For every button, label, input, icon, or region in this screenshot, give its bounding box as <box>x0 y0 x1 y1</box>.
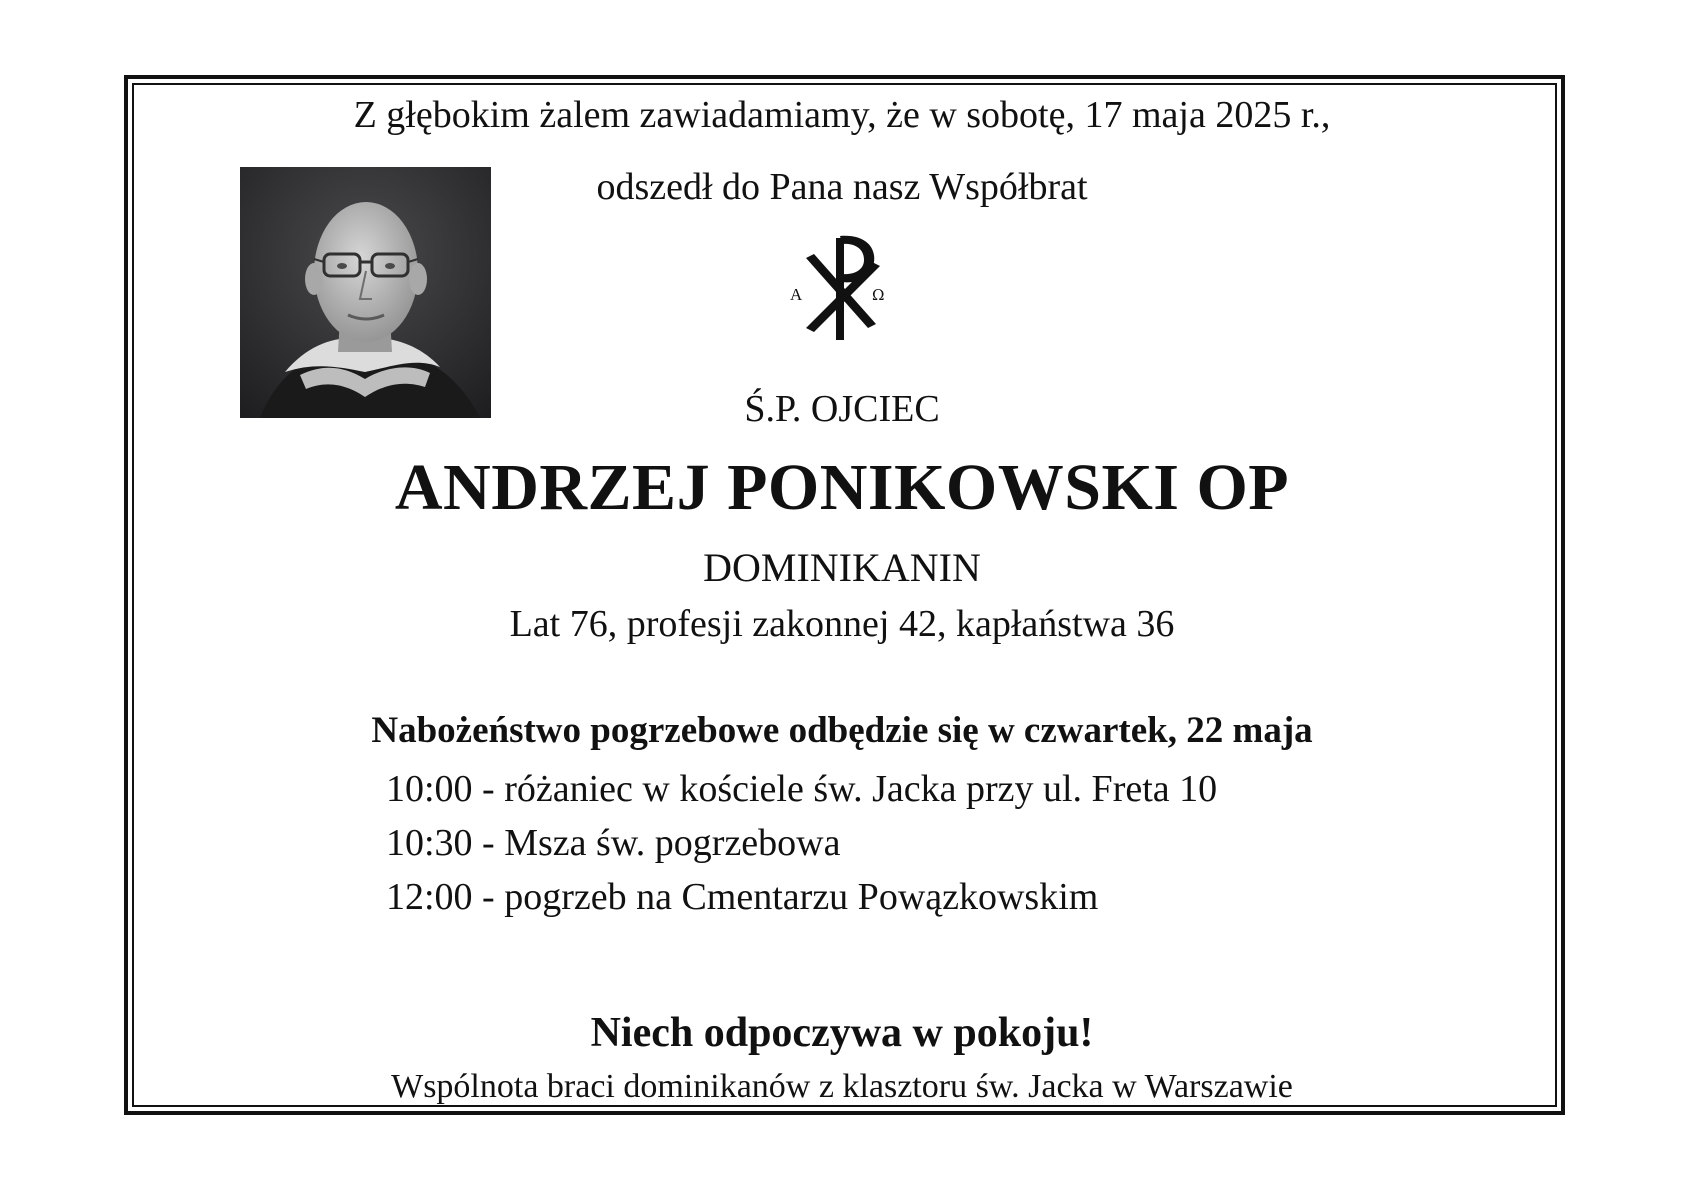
deceased-name: ANDRZEJ PONIKOWSKI OP <box>394 451 1290 524</box>
title-prefix: Ś.P. OJCIEC <box>744 388 940 430</box>
religious-order: DOMINIKANIN <box>703 545 981 590</box>
funeral-service-heading: Nabożeństwo pogrzebowe odbędzie się w czwartek, 22 maja <box>371 710 1313 751</box>
age-profession-priesthood: Lat 76, profesji zakonnej 42, kapłaństwa 36 <box>509 603 1175 645</box>
rest-in-peace: Niech odpoczywa w pokoju! <box>590 1010 1094 1056</box>
schedule-item: 10:00 - różaniec w kościele św. Jacka przy ul. Freta 10 <box>386 768 1218 810</box>
portrait-photo <box>240 167 491 418</box>
chi-rho-icon <box>784 232 896 342</box>
funeral-schedule <box>386 762 1217 924</box>
intro-line-1: Z głębokim żalem zawiadamiamy, że w sobotę, 17 maja 2025 r., <box>353 94 1331 136</box>
schedule-item: 12:00 - pogrzeb na Cmentarzu Powązkowskim <box>386 876 1099 918</box>
intro-line-2: odszedł do Pana nasz Współbrat <box>596 166 1088 208</box>
schedule-item: 10:30 - Msza św. pogrzebowa <box>386 822 841 864</box>
alpha-letter: A <box>790 285 803 304</box>
community-signature: Wspólnota braci dominikanów z klasztoru św. Jacka w Warszawie <box>391 1068 1293 1105</box>
omega-letter: Ω <box>872 286 885 304</box>
